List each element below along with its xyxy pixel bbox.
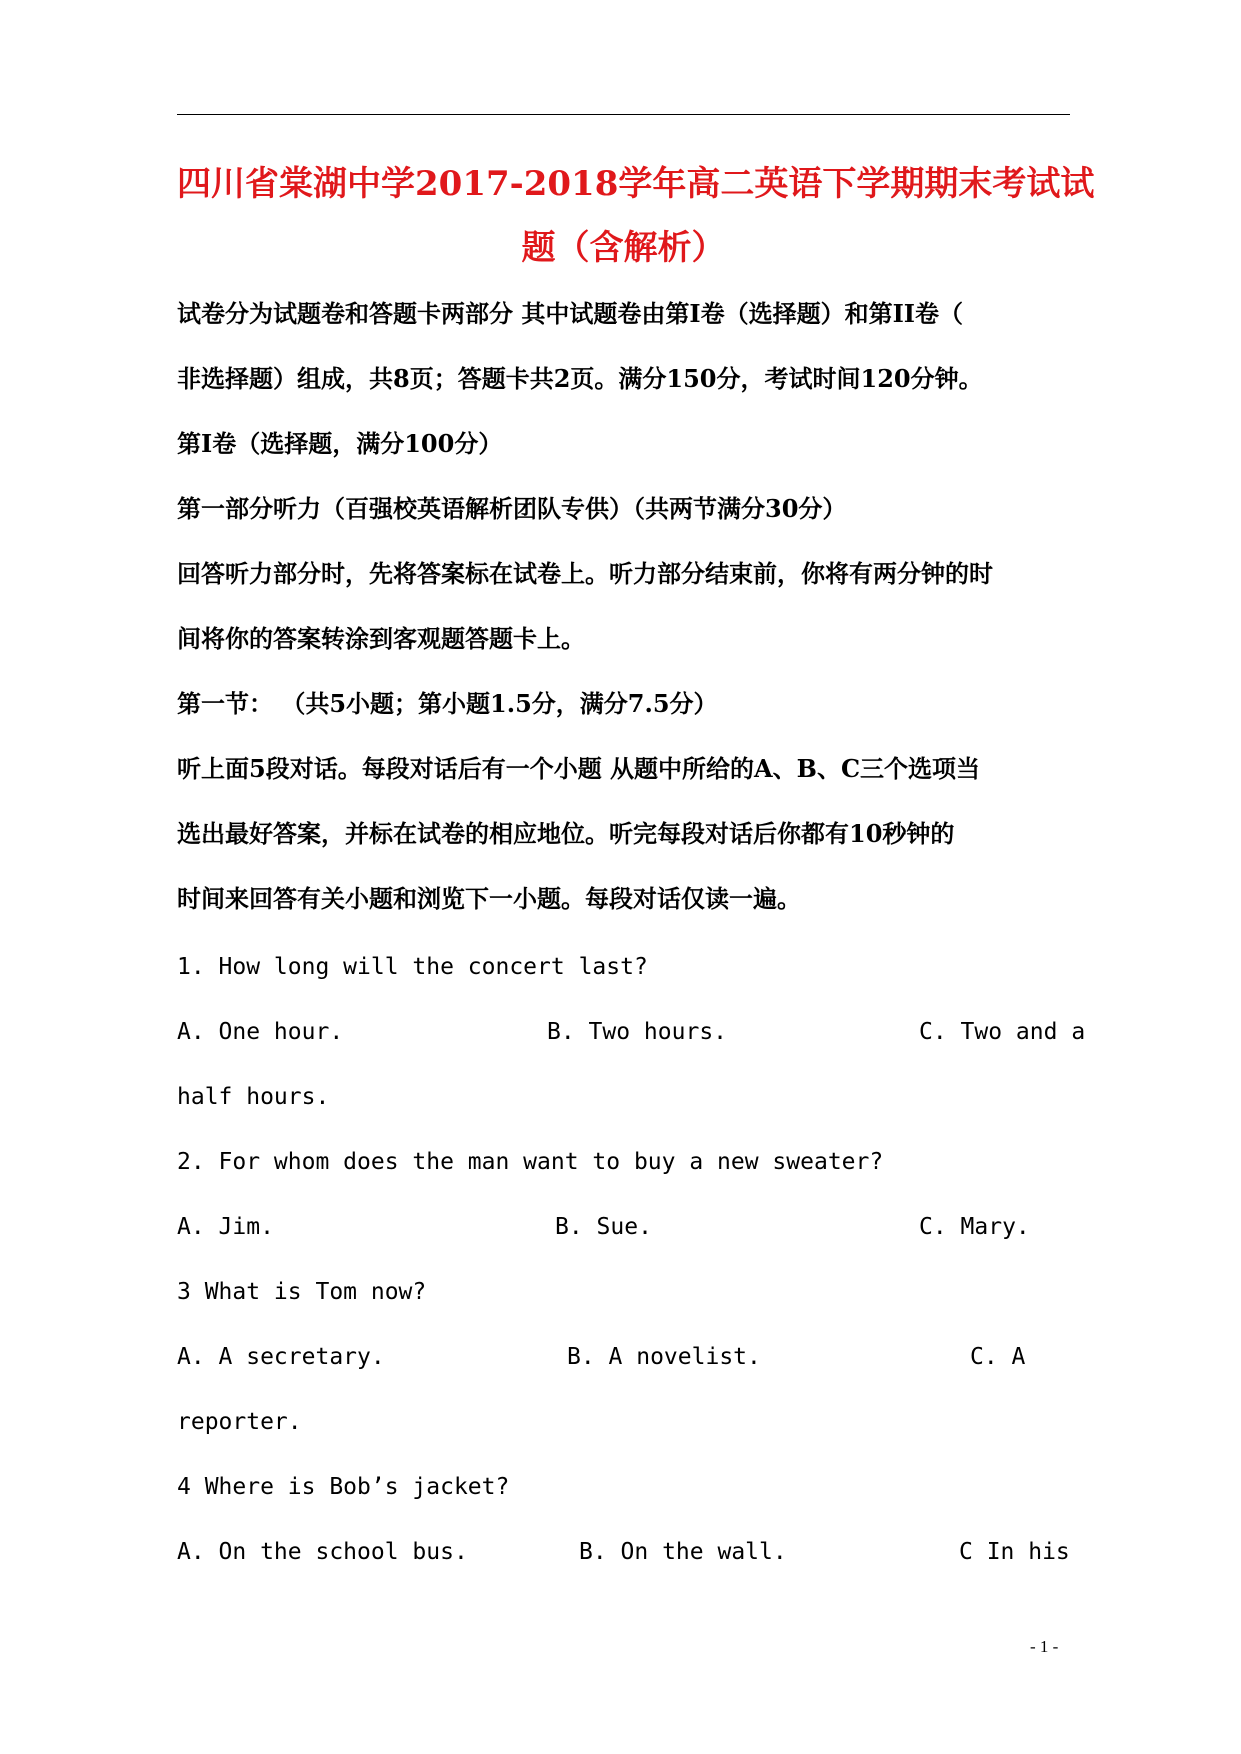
- intro-line: 试卷分为试题卷和答题卡两部分 其中试题卷由第I卷（选择题）和第II卷（: [177, 299, 964, 328]
- option-c: C In his: [959, 1539, 1070, 1565]
- option-a: A. On the school bus.: [177, 1539, 468, 1565]
- instruction-line: 时间来回答有关小题和浏览下一小题。每段对话仅读一遍。: [177, 884, 801, 913]
- part-heading: 第一部分听力（百强校英语解析团队专供）（共两节满分30分）: [177, 494, 847, 523]
- instruction-line: 回答听力部分时，先将答案标在试卷上。听力部分结束前，你将有两分钟的时: [177, 559, 993, 588]
- instruction-line: 选出最好答案，并标在试卷的相应地位。听完每段对话后你都有10秒钟的: [177, 819, 955, 848]
- instruction-line: 间将你的答案转涂到客观题答题卡上。: [177, 624, 585, 653]
- option-a: A. One hour.: [177, 1019, 344, 1045]
- subsection-heading: 第一节： （共5小题；第小题1.5分，满分7.5分）: [177, 689, 718, 718]
- instruction-line: 听上面5段对话。每段对话后有一个小题 从题中所给的A、B、C三个选项当: [177, 754, 981, 783]
- question-stem: 1. How long will the concert last?: [177, 954, 648, 980]
- document-title-line-1: 四川省棠湖中学2017-2018学年高二英语下学期期末考试试: [177, 164, 1095, 204]
- header-rule: [177, 114, 1070, 115]
- document-title-line-2: 题（含解析）: [521, 228, 726, 268]
- option-wrap: half hours.: [177, 1084, 330, 1110]
- question-stem: 4 Where is Bob’s jacket?: [177, 1474, 510, 1500]
- question-stem: 3 What is Tom now?: [177, 1279, 427, 1305]
- section-heading: 第I卷（选择题，满分100分）: [177, 429, 503, 458]
- option-b: B. Sue.: [555, 1214, 652, 1240]
- option-b: B. A novelist.: [567, 1344, 761, 1370]
- intro-line: 非选择题）组成，共8页；答题卡共2页。满分150分，考试时间120分钟。: [177, 364, 983, 393]
- option-c: C. Two and a: [919, 1019, 1086, 1045]
- option-c: C. A: [970, 1344, 1026, 1370]
- option-b: B. Two hours.: [547, 1019, 728, 1045]
- page-number: - 1 -: [1030, 1637, 1059, 1656]
- option-c: C. Mary.: [919, 1214, 1030, 1240]
- option-a: A. A secretary.: [177, 1344, 385, 1370]
- question-stem: 2. For whom does the man want to buy a new sweater?: [177, 1149, 884, 1175]
- option-b: B. On the wall.: [579, 1539, 787, 1565]
- option-wrap: reporter.: [177, 1409, 302, 1435]
- option-a: A. Jim.: [177, 1214, 274, 1240]
